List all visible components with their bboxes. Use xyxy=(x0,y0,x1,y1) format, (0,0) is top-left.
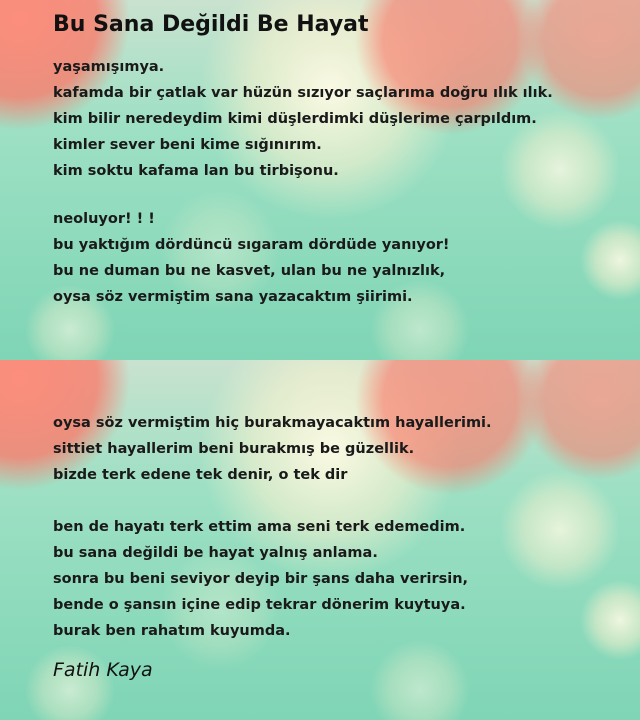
poem-line: kim bilir neredeydim kimi düşlerdimki düşlerime çarpıldım. xyxy=(53,111,537,127)
poem-line: oysa söz vermiştim hiç burakmayacaktım hayallerimi. xyxy=(53,415,492,431)
stanza-2 xyxy=(53,206,450,310)
poem-line: kim soktu kafama lan bu tirbişonu. xyxy=(53,163,339,179)
poem-line: bende o şansın içine edip tekrar dönerim kuytuya. xyxy=(53,597,466,613)
stanza-1 xyxy=(53,54,553,184)
author-name: Fatih Kaya xyxy=(53,659,153,681)
stanza-3 xyxy=(53,410,492,488)
poem-line: neoluyor! ! ! xyxy=(53,211,155,227)
poem-line: bu yaktığım dördüncü sıgaram dördüde yanıyor! xyxy=(53,237,450,253)
poem-line: sittiet hayallerim beni burakmış be güzellik. xyxy=(53,441,415,457)
stanza-4 xyxy=(53,514,468,644)
poem-line: bu ne duman bu ne kasvet, ulan bu ne yalnızlık, xyxy=(53,263,446,279)
poem-line: kimler sever beni kime sığınırım. xyxy=(53,137,322,153)
poem-line: burak ben rahatım kuyumda. xyxy=(53,623,291,639)
poem-line: yaşamışımya. xyxy=(53,59,165,75)
poem-line: oysa söz vermiştim sana yazacaktım şiirimi. xyxy=(53,289,413,305)
poem-line: bu sana değildi be hayat yalnış anlama. xyxy=(53,545,378,561)
poem-line: ben de hayatı terk ettim ama seni terk edemedim. xyxy=(53,519,466,535)
poem-line: kafamda bir çatlak var hüzün sızıyor saçlarıma doğru ılık ılık. xyxy=(53,85,553,101)
poem-title: Bu Sana Değildi Be Hayat xyxy=(53,12,369,37)
poem-line: bizde terk edene tek denir, o tek dir xyxy=(53,467,348,483)
poem-line: sonra bu beni seviyor deyip bir şans daha verirsin, xyxy=(53,571,469,587)
